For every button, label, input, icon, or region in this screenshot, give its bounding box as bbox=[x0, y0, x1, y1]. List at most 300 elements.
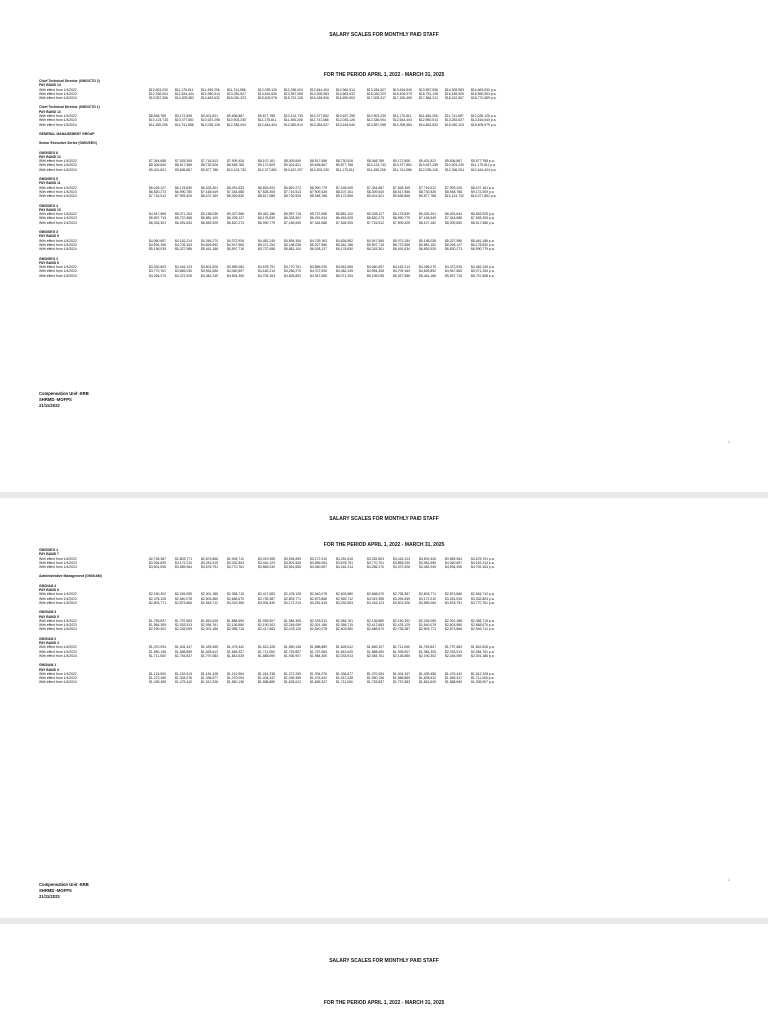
salary-cell: $1,336,677 bbox=[336, 671, 353, 676]
salary-cell: $2,478,125 bbox=[284, 592, 301, 597]
salary-cell: $13,957,056 bbox=[149, 96, 168, 101]
salary-cell: $10,903,230 bbox=[227, 118, 246, 123]
salary-cell: $6,333,301 bbox=[367, 247, 384, 252]
salary-cell: $2,803,771 bbox=[175, 556, 192, 561]
salary-cell: $1,935,907 bbox=[284, 653, 301, 658]
salary-cell: $5,071,254 bbox=[393, 238, 410, 243]
salary-cell: $1,512,328 bbox=[258, 645, 275, 650]
salary-cell: $1,842,625 p.a. bbox=[471, 645, 495, 650]
salary-cell: $13,616,640 bbox=[258, 91, 277, 96]
salary-cell: $12,336,004 bbox=[227, 122, 246, 127]
effective-date-label: With effect from 1/4/2023 bbox=[39, 189, 77, 194]
salary-cell: $4,162,214 bbox=[258, 269, 275, 274]
salary-cell: $3,961,655 bbox=[201, 269, 218, 274]
salary-cell: $2,735,387 bbox=[149, 556, 166, 561]
salary-cell: $4,372,926 bbox=[393, 565, 410, 570]
pay-band: PAY BAND 11 bbox=[39, 181, 61, 186]
salary-cell: $11,741,586 bbox=[310, 118, 329, 123]
effective-date-label: With effect from 1/4/2022 bbox=[39, 556, 77, 561]
salary-cell: $8,730,525 bbox=[284, 194, 301, 199]
salary-cell: $6,491,634 bbox=[445, 212, 462, 217]
salary-cell: $8,948,789 bbox=[149, 114, 166, 119]
salary-cell: $1,711,060 bbox=[258, 649, 275, 654]
salary-cell: $3,678,791 bbox=[445, 600, 462, 605]
salary-cell: $9,401,821 bbox=[367, 194, 384, 199]
salary-cell: $8,309,840 bbox=[367, 189, 384, 194]
grade-group bbox=[39, 663, 739, 684]
salary-cell: $2,358,715 p.a. bbox=[471, 618, 495, 623]
salary-cell: $1,888,690 bbox=[258, 653, 275, 658]
salary-cell: $4,372,926 bbox=[310, 269, 327, 274]
salary-cell: $11,175,811 bbox=[175, 87, 194, 92]
salary-cell: $17,866,212 bbox=[419, 96, 438, 101]
salary-cell: $14,305,983 bbox=[445, 87, 464, 92]
salary-cell: $4,826,892 bbox=[336, 238, 353, 243]
salary-cell: $3,416,123 bbox=[175, 265, 192, 270]
salary-cell: $11,455,206 bbox=[284, 118, 303, 123]
salary-cell: $3,332,803 p.a. bbox=[471, 596, 495, 601]
salary-cell: $12,960,514 bbox=[284, 122, 303, 127]
salary-cell: $1,512,328 bbox=[336, 676, 353, 681]
salary-cell: $8,948,789 bbox=[367, 159, 384, 164]
salary-cell: $4,826,892 bbox=[201, 242, 218, 247]
salary-cell: $5,597,715 bbox=[284, 212, 301, 217]
effective-date-label: With effect from 1/4/2022 bbox=[39, 114, 77, 119]
salary-cell: $13,284,527 bbox=[310, 122, 329, 127]
salary-cell: $1,669,327 bbox=[227, 649, 244, 654]
effective-date-label: With effect from 1/4/2024 bbox=[39, 167, 77, 172]
salary-cell: $8,948,789 bbox=[227, 163, 244, 168]
salary-cell: $1,628,612 bbox=[201, 649, 218, 654]
salary-cell: $3,770,761 bbox=[284, 265, 301, 270]
salary-cell: $6,333,301 bbox=[419, 212, 436, 217]
salary-cell: $3,501,526 bbox=[284, 560, 301, 565]
salary-cell: $12,644,404 bbox=[393, 118, 412, 123]
effective-date-label: With effect from 1/4/2023 bbox=[39, 623, 77, 628]
salary-cell: $4,482,249 bbox=[336, 269, 353, 274]
salary-cell: $16,590,553 bbox=[336, 96, 355, 101]
salary-cell: $1,336,677 bbox=[201, 676, 218, 681]
salary-cell: $11,741,587 bbox=[445, 114, 464, 119]
salary-cell: $2,478,125 bbox=[393, 623, 410, 628]
salary-cell: $2,540,078 bbox=[419, 623, 436, 628]
grade-group bbox=[39, 257, 739, 278]
salary-cell: $2,417,683 bbox=[367, 623, 384, 628]
salary-cell: $2,478,125 bbox=[149, 596, 166, 601]
salary-cell: $1,475,442 bbox=[310, 676, 327, 681]
effective-date-label: With effect from 1/4/2024 bbox=[39, 247, 77, 252]
effective-date-label: With effect from 1/4/2024 bbox=[39, 627, 77, 632]
salary-cell: $15,030,223 bbox=[367, 91, 386, 96]
salary-cell: $15,030,223 bbox=[227, 96, 246, 101]
salary-row bbox=[39, 221, 739, 225]
section-category: Administrative Management (GMG/AM) bbox=[39, 574, 102, 579]
salary-cell: $3,332,803 bbox=[149, 265, 166, 270]
grade-code: GMG/SEG 3 bbox=[39, 230, 59, 235]
pay-band: PAY BAND 14 bbox=[39, 83, 61, 88]
salary-cell: $9,172,508 bbox=[175, 114, 192, 119]
footer-dept: SHRMD -MOFPS bbox=[39, 888, 72, 893]
salary-cell: $2,540,078 bbox=[175, 596, 192, 601]
salary-cell: $9,877,788 p.a. bbox=[471, 159, 495, 164]
salary-cell: $8,107,160 bbox=[419, 220, 436, 225]
salary-cell: $15,030,223 bbox=[445, 122, 464, 127]
salary-cell: $10,903,230 bbox=[310, 167, 329, 172]
pay-band: PAY BAND 6 bbox=[39, 588, 59, 593]
page-period: FOR THE PERIOD APRIL 1, 2022 - MARCH 31, 2025 bbox=[323, 71, 445, 78]
salary-cell: $18,770,689 p.a. bbox=[471, 96, 497, 101]
salary-cell: $5,737,658 bbox=[310, 212, 327, 217]
salary-cell: $1,404,347 bbox=[393, 671, 410, 676]
salary-cell: $3,501,526 bbox=[393, 600, 410, 605]
salary-cell: $7,528,305 bbox=[175, 159, 192, 164]
salary-cell: $3,172,210 bbox=[419, 596, 436, 601]
salary-cell: $6,333,301 bbox=[149, 220, 166, 225]
salary-cell: $1,753,837 bbox=[284, 649, 301, 654]
salary-cell: $6,820,273 bbox=[227, 220, 244, 225]
salary-cell: $3,251,515 bbox=[201, 560, 218, 565]
salary-cell: $10,637,298 bbox=[336, 114, 355, 119]
effective-date-label: With effect from 1/4/2022 bbox=[39, 592, 77, 597]
salary-cell: $2,084,761 p.a. bbox=[471, 649, 495, 654]
salary-cell: $6,178,830 bbox=[393, 212, 410, 217]
salary-cell: $2,603,580 bbox=[336, 627, 353, 632]
effective-date-label: With effect from 1/4/2022 bbox=[39, 159, 77, 164]
salary-cell: $3,865,030 bbox=[175, 269, 192, 274]
salary-cell: $2,245,059 bbox=[284, 623, 301, 628]
salary-cell: $2,873,866 bbox=[310, 596, 327, 601]
salary-cell: $3,961,655 bbox=[419, 560, 436, 565]
salary-cell: $4,947,565 bbox=[227, 242, 244, 247]
pay-band: PAY BAND 9 bbox=[39, 234, 59, 239]
salary-cell: $1,439,455 bbox=[201, 645, 218, 650]
salary-cell: $4,162,214 p.a. bbox=[471, 560, 495, 565]
salary-cell: $1,711,060 bbox=[149, 653, 166, 658]
salary-cell: $10,124,733 bbox=[149, 118, 168, 123]
salary-cell: $3,589,064 bbox=[227, 265, 244, 270]
salary-cell: $1,797,683 bbox=[310, 649, 327, 654]
pay-band: PAY BAND 12 bbox=[39, 154, 61, 159]
salary-cell: $14,305,983 bbox=[310, 91, 329, 96]
salary-cell: $2,417,683 bbox=[258, 627, 275, 632]
pay-band: PAY BAND 4 bbox=[39, 641, 59, 646]
salary-cell: $3,770,761 bbox=[227, 565, 244, 570]
salary-cell: $1,588,889 bbox=[175, 649, 192, 654]
salary-cell: $9,636,867 bbox=[445, 159, 462, 164]
salary-cell: $5,737,658 bbox=[175, 216, 192, 221]
salary-cell: $1,304,076 bbox=[175, 676, 192, 681]
salary-cell: $4,162,214 bbox=[393, 265, 410, 270]
salary-cell: $5,327,986 bbox=[393, 273, 410, 278]
salary-cell: $2,358,715 bbox=[227, 592, 244, 597]
salary-cell: $14,663,632 bbox=[336, 91, 355, 96]
salary-cell: $12,035,126 bbox=[258, 87, 277, 92]
salary-cell: $5,597,715 bbox=[227, 247, 244, 252]
salary-cell: $8,309,839 bbox=[227, 194, 244, 199]
salary-cell: $6,820,273 bbox=[367, 216, 384, 221]
salary-cell: $1,370,094 bbox=[227, 676, 244, 681]
effective-date-label: With effect from 1/4/2023 bbox=[39, 596, 77, 601]
salary-cell: $7,165,549 bbox=[336, 185, 353, 190]
salary-cell: $7,528,305 bbox=[336, 220, 353, 225]
salary-cell: $5,881,100 bbox=[201, 216, 218, 221]
grade-group bbox=[39, 177, 739, 198]
salary-cell: $1,512,328 bbox=[201, 680, 218, 685]
salary-cell: $1,669,327 bbox=[445, 676, 462, 681]
salary-cell: $4,709,163 p.a. bbox=[471, 565, 495, 570]
salary-cell: $2,945,712 p.a. bbox=[471, 627, 495, 632]
salary-cell: $2,668,670 bbox=[227, 596, 244, 601]
footer-unit: Compensation Unit -ERB bbox=[39, 391, 89, 396]
salary-cell: $7,165,549 bbox=[201, 189, 218, 194]
salary-cell: $3,865,030 bbox=[258, 565, 275, 570]
page-2 bbox=[0, 498, 768, 918]
salary-cell: $3,961,655 bbox=[336, 265, 353, 270]
salary-cell: $5,597,715 bbox=[367, 242, 384, 247]
salary-cell: $3,416,123 bbox=[367, 600, 384, 605]
salary-cell: $4,060,697 bbox=[367, 265, 384, 270]
salary-cell: $1,124,500 bbox=[149, 671, 166, 676]
salary-cell: $13,957,056 bbox=[284, 91, 303, 96]
salary-row bbox=[39, 96, 739, 100]
salary-cell: $4,826,892 bbox=[419, 269, 436, 274]
salary-cell: $13,284,527 bbox=[445, 118, 464, 123]
salary-cell: $7,909,426 bbox=[227, 159, 244, 164]
salary-cell: $1,181,428 bbox=[201, 671, 218, 676]
salary-cell: $2,136,880 bbox=[227, 623, 244, 628]
salary-cell: $2,033,913 bbox=[336, 653, 353, 658]
salary-cell: $1,588,889 bbox=[310, 645, 327, 650]
effective-date-label: With effect from 1/4/2023 bbox=[39, 91, 77, 96]
salary-cell: $14,663,632 p.a. bbox=[471, 87, 497, 92]
salary-cell: $8,107,161 bbox=[336, 189, 353, 194]
salary-cell: $4,060,697 bbox=[227, 269, 244, 274]
salary-cell: $14,305,983 bbox=[175, 96, 194, 101]
salary-cell: $8,730,526 bbox=[419, 189, 436, 194]
salary-cell: $6,653,925 bbox=[336, 216, 353, 221]
salary-cell: $3,332,803 bbox=[336, 600, 353, 605]
effective-date-label: With effect from 1/4/2024 bbox=[39, 600, 77, 605]
salary-row bbox=[39, 123, 739, 127]
salary-cell: $16,590,553 p.a. bbox=[471, 91, 497, 96]
salary-cell: $6,178,830 bbox=[258, 216, 275, 221]
salary-cell: $6,491,633 bbox=[227, 185, 244, 190]
salary-cell: $10,124,733 bbox=[227, 167, 246, 172]
grade-code: GMG/SEG 1 bbox=[39, 548, 59, 552]
salary-cell: $4,060,697 bbox=[310, 565, 327, 570]
salary-cell: $3,251,515 bbox=[445, 596, 462, 601]
salary-cell: $3,589,064 bbox=[175, 565, 192, 570]
salary-cell: $2,540,078 bbox=[310, 627, 327, 632]
salary-cell: $4,947,565 bbox=[149, 212, 166, 217]
salary-cell: $1,797,683 bbox=[393, 680, 410, 685]
salary-cell: $2,668,670 p.a. bbox=[471, 623, 495, 628]
salary-row bbox=[39, 565, 739, 569]
salary-cell: $7,528,305 bbox=[393, 185, 410, 190]
salary-cell: $6,990,779 bbox=[258, 220, 275, 225]
salary-cell: $2,803,771 bbox=[284, 596, 301, 601]
salary-cell: $1,475,442 bbox=[445, 671, 462, 676]
salary-cell: $6,653,924 bbox=[258, 185, 275, 190]
effective-date-label: With effect from 1/4/2024 bbox=[39, 220, 77, 225]
salary-cell: $5,198,035 bbox=[367, 273, 384, 278]
page-3 bbox=[0, 924, 768, 1024]
salary-cell: $2,190,302 bbox=[149, 592, 166, 597]
effective-date-label: With effect from 1/4/2024 bbox=[39, 565, 77, 570]
salary-cell: $10,637,298 bbox=[201, 118, 220, 123]
salary-cell: $4,060,697 bbox=[149, 238, 166, 243]
salary-cell: $5,071,254 p.a. bbox=[471, 269, 495, 274]
salary-cell: $2,803,771 bbox=[419, 627, 436, 632]
salary-cell: $8,517,586 p.a. bbox=[471, 220, 495, 225]
salary-cell: $5,071,254 bbox=[336, 273, 353, 278]
salary-cell: $5,327,986 bbox=[175, 247, 192, 252]
salary-cell: $7,716,512 bbox=[149, 194, 166, 199]
salary-cell: $3,251,515 bbox=[336, 556, 353, 561]
salary-cell: $1,550,136 bbox=[227, 680, 244, 685]
salary-cell: $4,266,270 bbox=[367, 565, 384, 570]
salary-row bbox=[39, 654, 739, 658]
salary-cell: $11,741,586 bbox=[175, 122, 194, 127]
salary-cell: $4,594,306 bbox=[284, 238, 301, 243]
salary-cell: $1,888,690 bbox=[367, 649, 384, 654]
salary-cell: $2,478,125 bbox=[284, 627, 301, 632]
salary-cell: $12,035,126 bbox=[201, 122, 220, 127]
salary-cell: $12,035,126 bbox=[336, 118, 355, 123]
salary-cell: $5,881,100 bbox=[284, 247, 301, 252]
salary-cell: $13,957,056 bbox=[419, 87, 438, 92]
salary-cell: $5,327,986 bbox=[445, 238, 462, 243]
effective-date-label: With effect from 1/4/2022 bbox=[39, 87, 77, 92]
salary-cell: $2,033,913 bbox=[175, 623, 192, 628]
salary-cell: $5,461,186 bbox=[201, 247, 218, 252]
salary-cell: $6,491,634 bbox=[175, 220, 192, 225]
salary-cell: $9,636,867 bbox=[227, 114, 244, 119]
salary-cell: $5,327,986 bbox=[310, 242, 327, 247]
salary-cell: $5,198,035 bbox=[201, 212, 218, 217]
salary-cell: $6,990,779 bbox=[393, 216, 410, 221]
salary-cell: $1,797,683 bbox=[445, 645, 462, 650]
footer bbox=[39, 391, 89, 409]
page-title: SALARY SCALES FOR MONTHLY PAID STAFF bbox=[329, 32, 439, 38]
salary-cell: $3,678,791 bbox=[336, 560, 353, 565]
salary-cell: $4,826,892 bbox=[284, 273, 301, 278]
salary-cell: $12,336,004 bbox=[367, 118, 386, 123]
salary-cell: $13,957,056 bbox=[367, 122, 386, 127]
salary-cell: $1,628,612 bbox=[419, 676, 436, 681]
salary-cell: $4,709,163 bbox=[393, 269, 410, 274]
salary-cell: $6,178,830 p.a. bbox=[471, 242, 495, 247]
salary-cell: $11,455,206 bbox=[201, 87, 220, 92]
salary-cell: $7,909,425 bbox=[393, 220, 410, 225]
salary-cell: $6,178,830 bbox=[175, 185, 192, 190]
effective-date-label: With effect from 1/4/2023 bbox=[39, 676, 77, 681]
footer bbox=[39, 882, 89, 900]
salary-cell: $1,210,964 bbox=[227, 671, 244, 676]
salary-cell: $1,842,625 bbox=[419, 680, 436, 685]
salary-cell: $2,033,913 bbox=[310, 618, 327, 623]
salary-cell: $2,668,670 bbox=[367, 627, 384, 632]
salary-cell: $4,266,270 bbox=[201, 238, 218, 243]
salary-cell: $2,873,866 bbox=[201, 556, 218, 561]
salary-cell: $6,653,925 bbox=[419, 247, 436, 252]
salary-cell: $2,245,059 bbox=[445, 653, 462, 658]
salary-cell: $10,124,733 bbox=[367, 163, 386, 168]
salary-table bbox=[39, 543, 739, 685]
salary-cell: $1,404,347 bbox=[175, 645, 192, 650]
salary-cell: $8,309,840 bbox=[445, 220, 462, 225]
salary-cell: $4,482,249 bbox=[258, 238, 275, 243]
salary-cell: $3,589,064 bbox=[310, 560, 327, 565]
salary-cell: $2,301,186 p.a. bbox=[471, 653, 495, 658]
salary-cell: $10,637,298 bbox=[419, 163, 438, 168]
salary-cell: $4,266,270 bbox=[284, 269, 301, 274]
salary-cell: $12,960,514 bbox=[201, 91, 220, 96]
salary-cell: $5,461,186 bbox=[419, 273, 436, 278]
salary-cell: $13,616,640 p.a. bbox=[471, 118, 497, 123]
salary-cell: $1,888,690 bbox=[445, 680, 462, 685]
salary-cell: $8,517,585 bbox=[258, 194, 275, 199]
salary-cell: $1,753,837 bbox=[419, 645, 436, 650]
salary-cell: $10,637,297 bbox=[284, 167, 303, 172]
salary-cell: $7,909,426 bbox=[310, 189, 327, 194]
page-period: FOR THE PERIOD APRIL 1, 2022 - MARCH 31, 2025 bbox=[323, 999, 445, 1006]
salary-cell: $8,730,526 bbox=[201, 163, 218, 168]
salary-row bbox=[39, 168, 739, 172]
grade-group bbox=[39, 105, 739, 126]
salary-cell: $2,084,761 bbox=[201, 623, 218, 628]
salary-cell: $1,550,136 bbox=[284, 645, 301, 650]
salary-cell: $3,094,839 bbox=[258, 600, 275, 605]
salary-cell: $11,455,206 bbox=[419, 114, 438, 119]
salary-cell: $2,603,580 bbox=[201, 596, 218, 601]
salary-cell: $18,312,867 bbox=[445, 96, 464, 101]
grade-code: GMG/SEG 2 bbox=[39, 256, 59, 261]
salary-cell: $2,945,712 bbox=[227, 556, 244, 561]
grade-group bbox=[39, 79, 739, 100]
effective-date-label: With effect from 1/4/2022 bbox=[39, 645, 77, 650]
salary-cell: $6,653,925 bbox=[201, 220, 218, 225]
salary-row bbox=[39, 194, 739, 198]
salary-cell: $4,709,163 bbox=[175, 242, 192, 247]
salary-cell: $1,984,305 bbox=[419, 649, 436, 654]
salary-cell: $2,190,302 bbox=[149, 627, 166, 632]
salary-cell: $4,482,249 p.a. bbox=[471, 265, 495, 270]
grade-code: GMG/SEG 4 bbox=[39, 203, 59, 208]
salary-cell: $8,948,788 bbox=[445, 189, 462, 194]
salary-cell: $7,528,305 p.a. bbox=[471, 216, 495, 221]
salary-cell: $7,165,549 bbox=[284, 220, 301, 225]
salary-cell: $11,455,206 bbox=[367, 167, 386, 172]
salary-cell: $1,272,269 bbox=[284, 671, 301, 676]
effective-date-label: With effect from 1/4/2023 bbox=[39, 649, 77, 654]
salary-cell: $3,678,791 bbox=[201, 565, 218, 570]
salary-cell: $17,005,317 bbox=[367, 96, 386, 101]
salary-cell: $1,753,837 bbox=[367, 680, 384, 685]
salary-cell: $9,172,509 p.a. bbox=[471, 189, 495, 194]
salary-cell: $15,791,128 bbox=[284, 96, 303, 101]
salary-cell: $3,172,210 bbox=[175, 560, 192, 565]
salary-cell: $2,668,670 bbox=[367, 592, 384, 597]
salary-cell: $1,370,094 bbox=[367, 671, 384, 676]
effective-date-label: With effect from 1/4/2022 bbox=[39, 265, 77, 270]
salary-cell: $8,517,586 bbox=[175, 163, 192, 168]
salary-cell: $7,344,688 bbox=[310, 220, 327, 225]
salary-cell: $4,709,163 bbox=[310, 238, 327, 243]
effective-date-label: With effect from 1/4/2022 bbox=[39, 185, 77, 190]
salary-cell: $4,594,306 bbox=[149, 242, 166, 247]
salary-cell: $3,501,526 bbox=[419, 556, 436, 561]
